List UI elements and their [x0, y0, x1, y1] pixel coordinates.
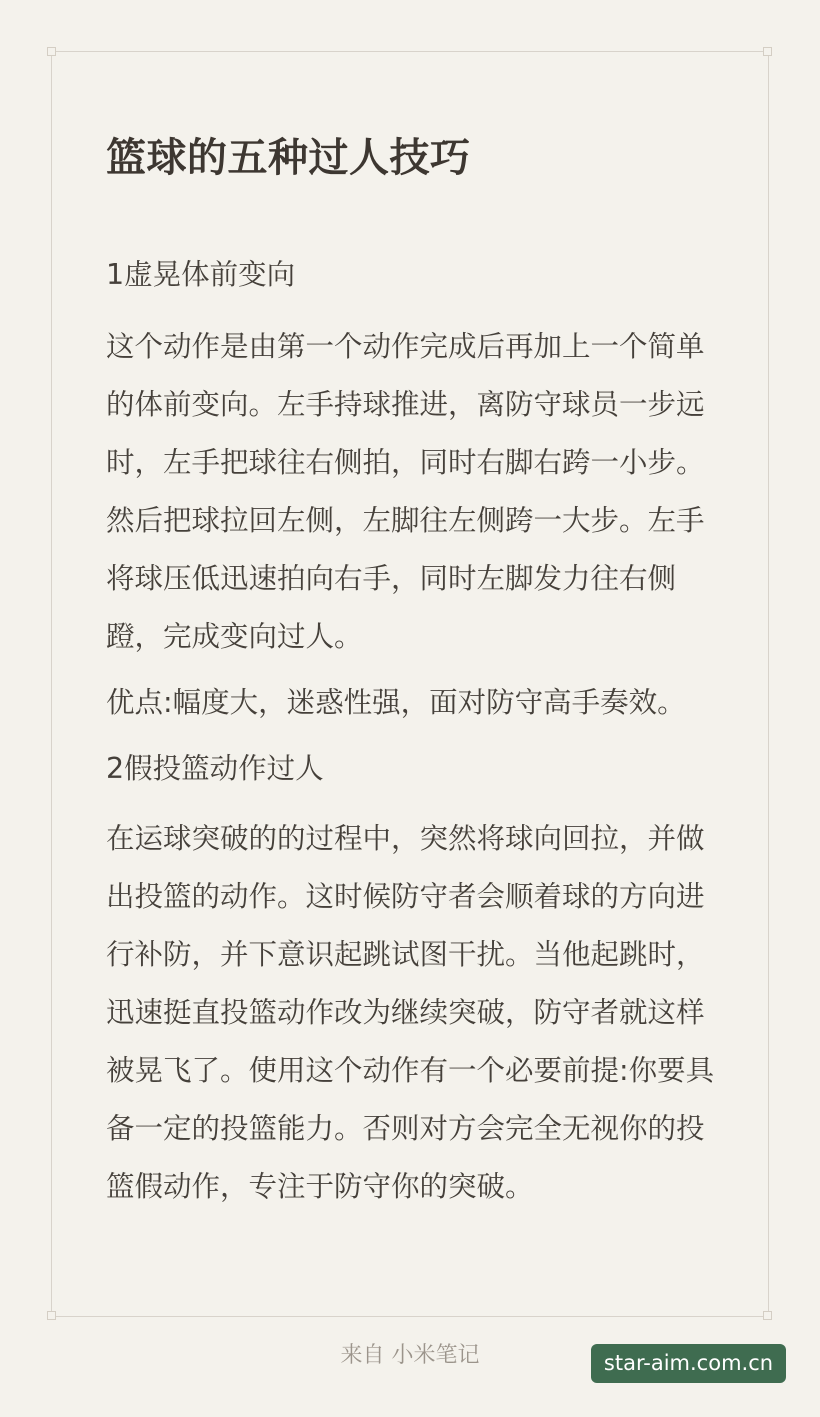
note-content: [106, 246, 718, 1216]
frame-corner-ornament: [760, 1308, 776, 1324]
frame-corner-ornament: [44, 44, 60, 60]
section-2-heading: 2假投篮动作过人: [106, 752, 324, 785]
frame-corner-ornament: [760, 44, 776, 60]
frame-corner-ornament: [44, 1308, 60, 1324]
section-2-body: 在运球突破的的过程中，突然将球向回拉，并做出投篮的动作。这时候防守者会顺着球的方向进行补防，并下意识起跳试图干扰。当他起跳时，迅速挺直投篮动作改为继续突破，防守者就这样被晃飞了。使用这个动作有一个必要前提:你要具备一定的投篮能力。否则对方会完全无视你的投篮假动作，专注于防守你的突破。: [106, 822, 715, 1203]
note-title: 篮球的五种过人技巧: [106, 135, 471, 181]
section-1-advantage: 优点:幅度大，迷惑性强，面对防守高手奏效。: [106, 686, 686, 719]
section-1-body: 这个动作是由第一个动作完成后再加上一个简单的体前变向。左手持球推进，离防守球员一步远时，左手把球往右侧拍，同时右脚右跨一小步。然后把球拉回左侧，左脚往左侧跨一大步。左手将球压低迅速拍向右手，同时左脚发力往右侧蹬，完成变向过人。: [106, 330, 705, 653]
site-watermark: star-aim.com.cn: [591, 1344, 786, 1383]
section-1-heading: 1虚晃体前变向: [106, 258, 296, 291]
note-source-label: 来自 小米笔记: [340, 1343, 480, 1368]
